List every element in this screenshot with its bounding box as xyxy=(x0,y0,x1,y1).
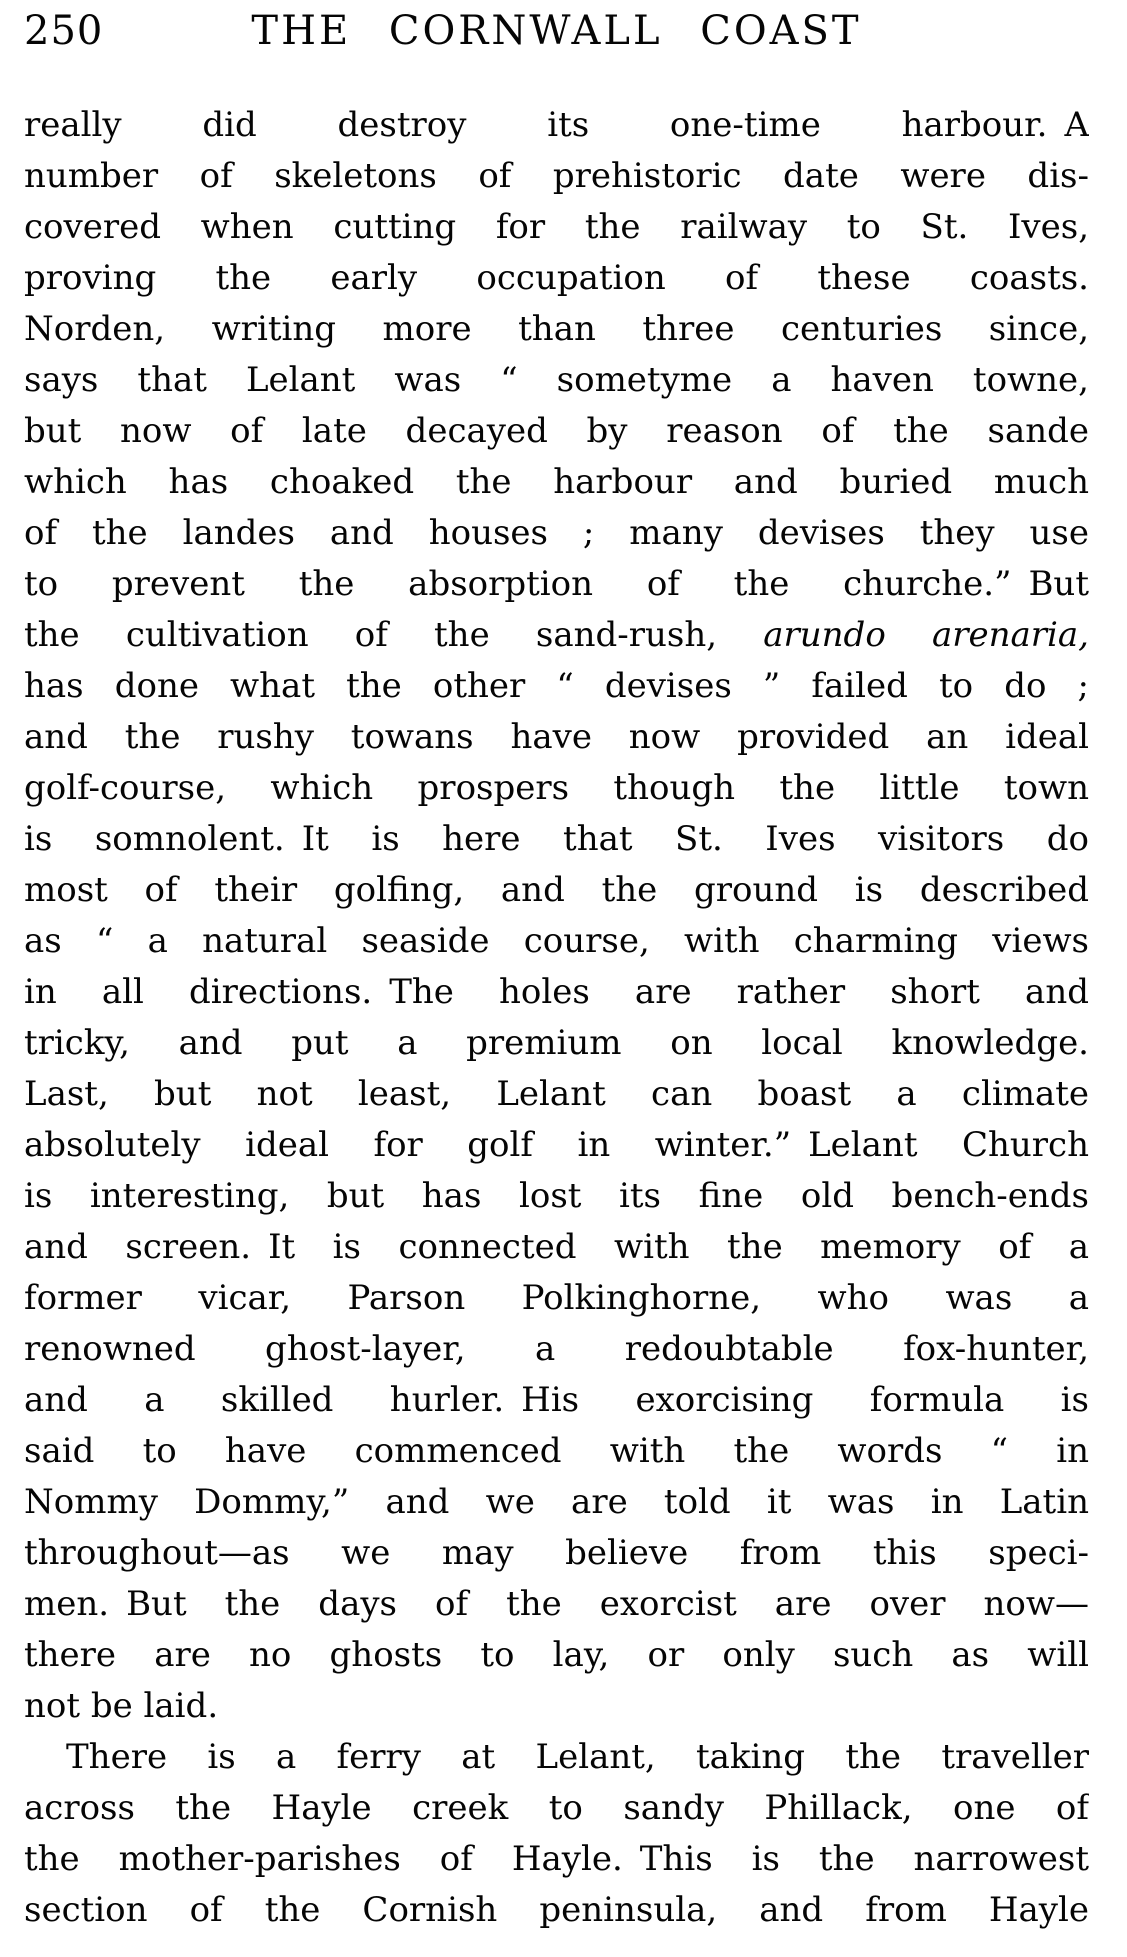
text-line xyxy=(24,406,1089,457)
text-line xyxy=(24,1732,1089,1783)
text-line xyxy=(24,712,1089,763)
text-line xyxy=(24,1630,1089,1681)
text-line xyxy=(24,304,1089,355)
page-text xyxy=(24,100,1089,1936)
text-line xyxy=(24,508,1089,559)
text-line xyxy=(24,1885,1089,1936)
text-segment: men. But the days of the exorcist are over now— xyxy=(24,1584,1089,1624)
text-segment: and screen. It is connected with the memory of a xyxy=(24,1227,1089,1267)
text-line xyxy=(24,1324,1089,1375)
text-line xyxy=(24,1528,1089,1579)
text-line xyxy=(24,202,1089,253)
text-segment: tricky, and put a premium on local knowledge. xyxy=(24,1023,1089,1063)
text-segment: but now of late decayed by reason of the sande xyxy=(24,411,1089,451)
text-line xyxy=(24,1069,1089,1120)
text-segment: the cultivation of the sand-rush, xyxy=(24,615,764,655)
italic-text: arundo arenaria, xyxy=(763,615,1089,655)
text-segment: as “ a natural seaside course, with charming views xyxy=(24,921,1089,961)
page-number: 250 xyxy=(24,8,104,54)
text-segment: is interesting, but has lost its fine old bench-ends xyxy=(24,1176,1089,1216)
page-header xyxy=(24,8,1089,60)
text-segment: number of skeletons of prehistoric date were dis- xyxy=(24,156,1089,196)
text-line xyxy=(24,1375,1089,1426)
text-line xyxy=(24,916,1089,967)
text-line xyxy=(24,1477,1089,1528)
text-segment: Nommy Dommy,” and we are told it was in Latin xyxy=(24,1482,1089,1522)
text-line xyxy=(24,610,1089,661)
text-segment: across the Hayle creek to sandy Phillack, one of xyxy=(24,1788,1089,1828)
text-segment: and the rushy towans have now provided an ideal xyxy=(24,717,1089,757)
text-segment: which has choaked the harbour and buried much xyxy=(24,462,1089,502)
text-segment: most of their golfing, and the ground is described xyxy=(24,870,1089,910)
text-line xyxy=(24,1171,1089,1222)
text-segment: in all directions. The holes are rather short and xyxy=(24,972,1089,1012)
text-segment: says that Lelant was “ sometyme a haven towne, xyxy=(24,360,1089,400)
running-title: THE CORNWALL COAST xyxy=(251,8,862,54)
text-line xyxy=(24,1120,1089,1171)
text-line xyxy=(24,1783,1089,1834)
text-line xyxy=(24,1681,1089,1732)
text-line xyxy=(24,559,1089,610)
text-line xyxy=(24,1273,1089,1324)
text-line xyxy=(24,1579,1089,1630)
text-segment: Last, but not least, Lelant can boast a climate xyxy=(24,1074,1089,1114)
text-segment: has done what the other “ devises ” failed to do ; xyxy=(24,666,1089,706)
text-segment: said to have commenced with the words “ in xyxy=(24,1431,1089,1471)
text-line xyxy=(24,1834,1089,1885)
text-line xyxy=(24,967,1089,1018)
text-line xyxy=(24,814,1089,865)
text-segment: there are no ghosts to lay, or only such as will xyxy=(24,1635,1089,1675)
text-segment: Norden, writing more than three centuries since, xyxy=(24,309,1089,349)
text-segment: the mother-parishes of Hayle. This is the narrowest xyxy=(24,1839,1089,1879)
text-segment: and a skilled hurler. His exorcising formula is xyxy=(24,1380,1089,1420)
text-segment: to prevent the absorption of the churche.” But xyxy=(24,564,1089,604)
text-segment: golf-course, which prospers though the little town xyxy=(24,768,1089,808)
text-segment: not be laid. xyxy=(24,1686,219,1726)
text-line xyxy=(24,1222,1089,1273)
text-line xyxy=(24,661,1089,712)
text-line xyxy=(24,253,1089,304)
text-segment: covered when cutting for the railway to St. Ives, xyxy=(24,207,1089,247)
text-segment: section of the Cornish peninsula, and from Hayle xyxy=(24,1890,1089,1930)
text-line xyxy=(24,865,1089,916)
text-segment: There is a ferry at Lelant, taking the traveller xyxy=(66,1737,1089,1777)
text-line xyxy=(24,355,1089,406)
text-segment: of the landes and houses ; many devises they use xyxy=(24,513,1089,553)
text-segment: renowned ghost-layer, a redoubtable fox-hunter, xyxy=(24,1329,1089,1369)
text-line xyxy=(24,151,1089,202)
text-segment: really did destroy its one-time harbour. A xyxy=(24,105,1089,145)
text-line xyxy=(24,1018,1089,1069)
text-line xyxy=(24,1426,1089,1477)
text-segment: proving the early occupation of these coasts. xyxy=(24,258,1089,298)
text-line xyxy=(24,457,1089,508)
text-segment: former vicar, Parson Polkinghorne, who was a xyxy=(24,1278,1089,1318)
text-segment: throughout—as we may believe from this speci- xyxy=(24,1533,1089,1573)
text-segment: is somnolent. It is here that St. Ives visitors do xyxy=(24,819,1089,859)
text-line xyxy=(24,100,1089,151)
text-segment: absolutely ideal for golf in winter.” Lelant Church xyxy=(24,1125,1089,1165)
text-line xyxy=(24,763,1089,814)
